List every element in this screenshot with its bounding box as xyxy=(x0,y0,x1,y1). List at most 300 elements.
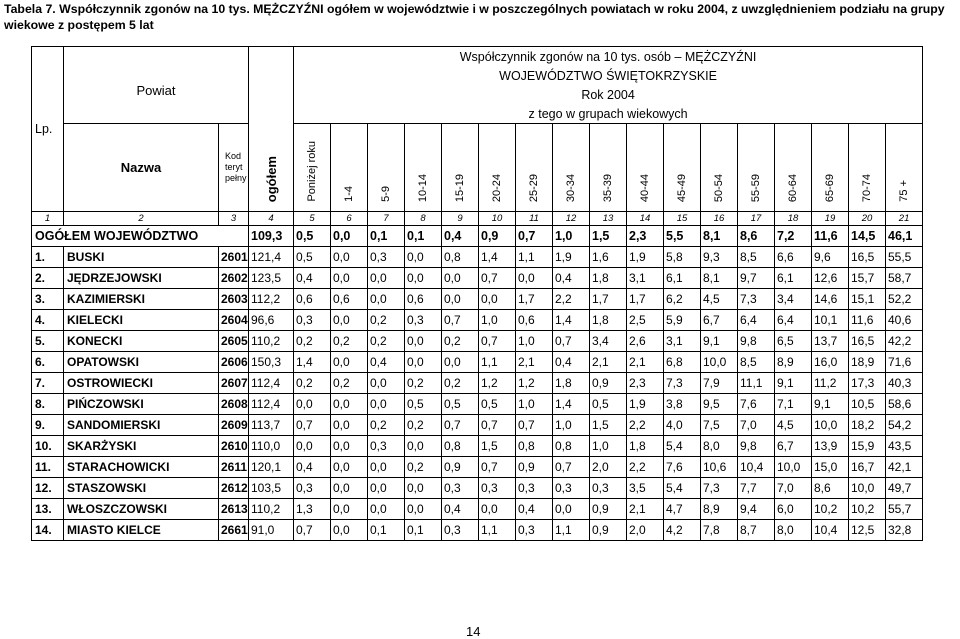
row-value: 3,8 xyxy=(664,394,701,415)
row-value: 0,0 xyxy=(331,247,368,268)
row-value: 1,0 xyxy=(553,415,590,436)
row-value: 1,0 xyxy=(516,331,553,352)
table-title: Tabela 7. Współczynnik zgonów na 10 tys. MĘŻCZYŹNI ogółem w województwie i w poszczególnych powiatach w roku 2004, z uwzględnieniem podziału na grupy wiekowe z postępem 5 lat xyxy=(4,2,945,32)
row-value: 0,0 xyxy=(405,352,442,373)
row-kod: 2601 xyxy=(219,247,249,268)
row-value: 7,5 xyxy=(701,415,738,436)
row-value: 16,5 xyxy=(849,331,886,352)
row-value: 7,8 xyxy=(701,520,738,541)
row-value: 0,0 xyxy=(368,499,405,520)
row-value: 1,4 xyxy=(553,310,590,331)
row-value: 1,2 xyxy=(516,373,553,394)
total-value: 8,1 xyxy=(701,226,738,247)
row-value: 0,7 xyxy=(442,415,479,436)
row-value: 2,1 xyxy=(516,352,553,373)
row-value: 0,4 xyxy=(553,268,590,289)
row-value: 9,3 xyxy=(701,247,738,268)
row-value: 71,6 xyxy=(886,352,923,373)
row-value: 55,5 xyxy=(886,247,923,268)
page-number: 14 xyxy=(466,624,481,639)
row-value: 0,7 xyxy=(479,415,516,436)
row-value: 113,7 xyxy=(249,415,294,436)
column-number: 20 xyxy=(849,212,886,226)
row-value: 0,0 xyxy=(294,394,331,415)
row-value: 0,4 xyxy=(442,499,479,520)
row-value: 6,7 xyxy=(775,436,812,457)
row-value: 6,2 xyxy=(664,289,701,310)
row-value: 10,1 xyxy=(812,310,849,331)
row-value: 0,5 xyxy=(590,394,627,415)
column-number: 11 xyxy=(516,212,553,226)
header-spacer xyxy=(249,47,294,124)
row-value: 2,0 xyxy=(627,520,664,541)
table-row xyxy=(32,520,923,541)
header-age-group: 65-69 xyxy=(812,124,849,212)
row-value: 2,6 xyxy=(627,331,664,352)
row-value: 0,0 xyxy=(331,478,368,499)
row-value: 10,6 xyxy=(701,457,738,478)
row-value: 10,2 xyxy=(812,499,849,520)
row-value: 123,5 xyxy=(249,268,294,289)
row-value: 0,0 xyxy=(442,289,479,310)
row-value: 10,4 xyxy=(812,520,849,541)
row-value: 0,2 xyxy=(442,373,479,394)
row-value: 0,0 xyxy=(331,352,368,373)
row-value: 0,2 xyxy=(368,310,405,331)
row-kod: 2609 xyxy=(219,415,249,436)
row-value: 4,0 xyxy=(664,415,701,436)
row-value: 3,1 xyxy=(627,268,664,289)
row-name: MIASTO KIELCE xyxy=(64,520,219,541)
row-value: 0,0 xyxy=(405,331,442,352)
row-value: 8,5 xyxy=(738,352,775,373)
row-value: 0,2 xyxy=(368,331,405,352)
column-number: 5 xyxy=(294,212,331,226)
row-value: 3,4 xyxy=(775,289,812,310)
row-value: 1,7 xyxy=(516,289,553,310)
row-value: 18,9 xyxy=(849,352,886,373)
row-value: 1,4 xyxy=(479,247,516,268)
row-value: 112,4 xyxy=(249,394,294,415)
row-value: 15,1 xyxy=(849,289,886,310)
row-lp: 8. xyxy=(32,394,64,415)
row-value: 11,1 xyxy=(738,373,775,394)
header-age-group: 15-19 xyxy=(442,124,479,212)
column-number: 19 xyxy=(812,212,849,226)
total-value: 109,3 xyxy=(249,226,294,247)
header-age-group: 10-14 xyxy=(405,124,442,212)
row-value: 2,1 xyxy=(627,352,664,373)
row-value: 4,5 xyxy=(701,289,738,310)
row-value: 0,5 xyxy=(479,394,516,415)
row-value: 96,6 xyxy=(249,310,294,331)
header-age-group: 20-24 xyxy=(479,124,516,212)
row-value: 150,3 xyxy=(249,352,294,373)
row-value: 4,5 xyxy=(775,415,812,436)
row-kod: 2608 xyxy=(219,394,249,415)
row-value: 0,7 xyxy=(294,415,331,436)
row-value: 1,5 xyxy=(590,415,627,436)
row-value: 1,1 xyxy=(479,520,516,541)
table-row xyxy=(32,478,923,499)
total-value: 0,1 xyxy=(405,226,442,247)
row-value: 0,3 xyxy=(294,310,331,331)
row-value: 0,0 xyxy=(405,478,442,499)
row-kod: 2611 xyxy=(219,457,249,478)
row-value: 3,1 xyxy=(664,331,701,352)
row-name: SKARŻYSKI xyxy=(64,436,219,457)
table-row xyxy=(32,436,923,457)
row-value: 0,3 xyxy=(368,436,405,457)
row-value: 9,4 xyxy=(738,499,775,520)
row-lp: 10. xyxy=(32,436,64,457)
row-value: 1,7 xyxy=(590,289,627,310)
row-lp: 12. xyxy=(32,478,64,499)
row-lp: 11. xyxy=(32,457,64,478)
row-value: 0,9 xyxy=(590,499,627,520)
row-value: 17,3 xyxy=(849,373,886,394)
row-value: 0,3 xyxy=(294,478,331,499)
table-row xyxy=(32,457,923,478)
row-value: 0,3 xyxy=(368,247,405,268)
row-value: 0,9 xyxy=(442,457,479,478)
row-value: 8,5 xyxy=(738,247,775,268)
row-value: 5,4 xyxy=(664,478,701,499)
row-value: 2,3 xyxy=(627,373,664,394)
row-value: 1,4 xyxy=(553,394,590,415)
total-value: 8,6 xyxy=(738,226,775,247)
row-value: 42,1 xyxy=(886,457,923,478)
row-value: 42,2 xyxy=(886,331,923,352)
row-value: 6,8 xyxy=(664,352,701,373)
row-value: 0,9 xyxy=(590,373,627,394)
row-value: 0,3 xyxy=(405,310,442,331)
row-value: 1,8 xyxy=(553,373,590,394)
row-value: 9,8 xyxy=(738,331,775,352)
row-value: 0,0 xyxy=(368,373,405,394)
row-value: 2,2 xyxy=(627,457,664,478)
row-value: 10,4 xyxy=(738,457,775,478)
row-value: 0,0 xyxy=(331,310,368,331)
total-value: 0,7 xyxy=(516,226,553,247)
row-value: 2,0 xyxy=(590,457,627,478)
row-value: 0,0 xyxy=(331,520,368,541)
row-lp: 3. xyxy=(32,289,64,310)
row-value: 16,5 xyxy=(849,247,886,268)
row-value: 58,7 xyxy=(886,268,923,289)
row-value: 13,7 xyxy=(812,331,849,352)
row-value: 0,0 xyxy=(405,247,442,268)
row-kod: 2661 xyxy=(219,520,249,541)
row-value: 0,5 xyxy=(294,247,331,268)
total-value: 2,3 xyxy=(627,226,664,247)
row-value: 91,0 xyxy=(249,520,294,541)
header-age-group: 1-4 xyxy=(331,124,368,212)
header-ogolem: ogółem xyxy=(249,124,294,212)
header-line4: z tego w grupach wiekowych xyxy=(294,104,923,124)
row-kod: 2612 xyxy=(219,478,249,499)
row-value: 103,5 xyxy=(249,478,294,499)
row-value: 0,7 xyxy=(294,520,331,541)
row-kod: 2613 xyxy=(219,499,249,520)
row-value: 11,6 xyxy=(849,310,886,331)
row-value: 9,5 xyxy=(701,394,738,415)
row-value: 6,4 xyxy=(775,310,812,331)
row-value: 6,5 xyxy=(775,331,812,352)
row-value: 0,7 xyxy=(516,415,553,436)
row-name: KIELECKI xyxy=(64,310,219,331)
row-value: 52,2 xyxy=(886,289,923,310)
row-value: 0,0 xyxy=(331,499,368,520)
table-row-total xyxy=(32,226,923,247)
row-value: 0,2 xyxy=(368,415,405,436)
row-kod: 2604 xyxy=(219,310,249,331)
row-value: 0,6 xyxy=(294,289,331,310)
table-row xyxy=(32,268,923,289)
column-number: 8 xyxy=(405,212,442,226)
row-value: 112,2 xyxy=(249,289,294,310)
row-value: 7,6 xyxy=(664,457,701,478)
row-value: 0,7 xyxy=(553,457,590,478)
header-powiat: Powiat xyxy=(64,47,249,124)
table-row xyxy=(32,415,923,436)
row-value: 15,7 xyxy=(849,268,886,289)
row-value: 58,6 xyxy=(886,394,923,415)
row-name: SANDOMIERSKI xyxy=(64,415,219,436)
row-value: 10,5 xyxy=(849,394,886,415)
row-value: 2,5 xyxy=(627,310,664,331)
row-value: 8,1 xyxy=(701,268,738,289)
row-value: 9,7 xyxy=(738,268,775,289)
table-row xyxy=(32,352,923,373)
table-row xyxy=(32,289,923,310)
row-value: 0,0 xyxy=(368,268,405,289)
row-name: OSTROWIECKI xyxy=(64,373,219,394)
row-value: 0,8 xyxy=(553,436,590,457)
row-value: 0,9 xyxy=(516,457,553,478)
row-value: 0,0 xyxy=(516,268,553,289)
row-value: 0,2 xyxy=(442,331,479,352)
row-value: 112,4 xyxy=(249,373,294,394)
row-kod: 2603 xyxy=(219,289,249,310)
column-number: 4 xyxy=(249,212,294,226)
row-value: 0,7 xyxy=(479,331,516,352)
row-value: 0,2 xyxy=(331,331,368,352)
row-value: 110,0 xyxy=(249,436,294,457)
row-value: 0,6 xyxy=(516,310,553,331)
row-value: 1,0 xyxy=(516,394,553,415)
row-value: 9,1 xyxy=(775,373,812,394)
total-value: 7,2 xyxy=(775,226,812,247)
row-value: 0,0 xyxy=(331,268,368,289)
row-lp: 1. xyxy=(32,247,64,268)
row-lp: 4. xyxy=(32,310,64,331)
row-lp: 2. xyxy=(32,268,64,289)
header-age-group: 35-39 xyxy=(590,124,627,212)
row-value: 0,3 xyxy=(442,520,479,541)
row-value: 0,0 xyxy=(368,394,405,415)
header-nazwa: Nazwa xyxy=(64,124,219,212)
row-value: 16,0 xyxy=(812,352,849,373)
row-value: 6,6 xyxy=(775,247,812,268)
row-name: WŁOSZCZOWSKI xyxy=(64,499,219,520)
row-value: 0,6 xyxy=(331,289,368,310)
table-row xyxy=(32,331,923,352)
row-value: 10,0 xyxy=(701,352,738,373)
row-lp: 14. xyxy=(32,520,64,541)
row-value: 0,4 xyxy=(294,268,331,289)
row-value: 0,3 xyxy=(479,478,516,499)
row-value: 9,8 xyxy=(738,436,775,457)
table-row xyxy=(32,394,923,415)
row-value: 0,2 xyxy=(405,373,442,394)
row-lp: 5. xyxy=(32,331,64,352)
row-value: 0,8 xyxy=(442,247,479,268)
row-value: 1,2 xyxy=(479,373,516,394)
row-value: 0,2 xyxy=(405,457,442,478)
row-value: 10,2 xyxy=(849,499,886,520)
row-value: 18,2 xyxy=(849,415,886,436)
table-row xyxy=(32,247,923,268)
row-name: STARACHOWICKI xyxy=(64,457,219,478)
row-value: 0,3 xyxy=(553,478,590,499)
row-value: 1,8 xyxy=(590,268,627,289)
row-value: 7,6 xyxy=(738,394,775,415)
row-value: 1,8 xyxy=(590,310,627,331)
row-value: 6,7 xyxy=(701,310,738,331)
header-kod: Kod teryt pełny xyxy=(219,124,249,212)
row-value: 0,7 xyxy=(479,268,516,289)
row-value: 7,9 xyxy=(701,373,738,394)
row-value: 0,2 xyxy=(294,373,331,394)
row-value: 1,0 xyxy=(479,310,516,331)
row-value: 110,2 xyxy=(249,499,294,520)
row-value: 1,4 xyxy=(294,352,331,373)
column-number: 13 xyxy=(590,212,627,226)
header-age-group: 55-59 xyxy=(738,124,775,212)
row-value: 0,7 xyxy=(442,310,479,331)
row-value: 0,0 xyxy=(331,415,368,436)
row-value: 2,1 xyxy=(627,499,664,520)
column-number: 12 xyxy=(553,212,590,226)
row-kod: 2610 xyxy=(219,436,249,457)
row-value: 110,2 xyxy=(249,331,294,352)
row-lp: 13. xyxy=(32,499,64,520)
row-value: 7,0 xyxy=(775,478,812,499)
row-value: 40,3 xyxy=(886,373,923,394)
header-age-group: Poniżej roku xyxy=(294,124,331,212)
row-value: 40,6 xyxy=(886,310,923,331)
row-value: 0,4 xyxy=(553,352,590,373)
row-value: 0,0 xyxy=(368,478,405,499)
row-value: 7,0 xyxy=(738,415,775,436)
row-value: 0,4 xyxy=(294,457,331,478)
row-value: 0,1 xyxy=(405,520,442,541)
row-value: 11,2 xyxy=(812,373,849,394)
row-value: 7,7 xyxy=(738,478,775,499)
column-number: 3 xyxy=(219,212,249,226)
row-value: 0,0 xyxy=(553,499,590,520)
row-kod: 2602 xyxy=(219,268,249,289)
column-number: 14 xyxy=(627,212,664,226)
column-number: 15 xyxy=(664,212,701,226)
column-number: 1 xyxy=(32,212,64,226)
row-kod: 2605 xyxy=(219,331,249,352)
header-age-group: 45-49 xyxy=(664,124,701,212)
row-value: 7,3 xyxy=(738,289,775,310)
row-value: 2,2 xyxy=(553,289,590,310)
total-value: 0,5 xyxy=(294,226,331,247)
row-value: 0,0 xyxy=(442,352,479,373)
row-value: 0,2 xyxy=(294,331,331,352)
row-name: PIŃCZOWSKI xyxy=(64,394,219,415)
row-value: 1,5 xyxy=(479,436,516,457)
row-value: 1,8 xyxy=(627,436,664,457)
row-value: 8,7 xyxy=(738,520,775,541)
row-value: 12,6 xyxy=(812,268,849,289)
row-value: 6,0 xyxy=(775,499,812,520)
total-value: 46,1 xyxy=(886,226,923,247)
column-number: 2 xyxy=(64,212,219,226)
row-value: 8,9 xyxy=(701,499,738,520)
row-value: 9,1 xyxy=(812,394,849,415)
row-value: 15,0 xyxy=(812,457,849,478)
row-value: 0,3 xyxy=(442,478,479,499)
row-value: 8,0 xyxy=(701,436,738,457)
row-name: BUSKI xyxy=(64,247,219,268)
header-line1: Współczynnik zgonów na 10 tys. osób – MĘŻCZYŹNI xyxy=(294,47,923,67)
header-age-group: 50-54 xyxy=(701,124,738,212)
column-number: 6 xyxy=(331,212,368,226)
row-value: 5,8 xyxy=(664,247,701,268)
row-value: 0,2 xyxy=(331,373,368,394)
column-number: 18 xyxy=(775,212,812,226)
row-value: 0,0 xyxy=(331,394,368,415)
total-value: 0,1 xyxy=(368,226,405,247)
row-value: 10,0 xyxy=(812,415,849,436)
column-number: 16 xyxy=(701,212,738,226)
row-value: 12,5 xyxy=(849,520,886,541)
row-value: 0,8 xyxy=(442,436,479,457)
row-value: 0,4 xyxy=(368,352,405,373)
column-number: 17 xyxy=(738,212,775,226)
row-value: 4,2 xyxy=(664,520,701,541)
row-value: 9,1 xyxy=(701,331,738,352)
row-value: 1,1 xyxy=(479,352,516,373)
header-age-group: 60-64 xyxy=(775,124,812,212)
mortality-table xyxy=(31,46,923,541)
column-number: 9 xyxy=(442,212,479,226)
row-value: 0,8 xyxy=(516,436,553,457)
row-value: 0,0 xyxy=(331,457,368,478)
row-name: JĘDRZEJOWSKI xyxy=(64,268,219,289)
row-value: 15,9 xyxy=(849,436,886,457)
row-value: 3,4 xyxy=(590,331,627,352)
row-value: 5,9 xyxy=(664,310,701,331)
row-kod: 2607 xyxy=(219,373,249,394)
row-value: 1,7 xyxy=(627,289,664,310)
row-value: 0,7 xyxy=(553,331,590,352)
row-value: 5,4 xyxy=(664,436,701,457)
row-value: 6,1 xyxy=(775,268,812,289)
row-value: 43,5 xyxy=(886,436,923,457)
column-number: 10 xyxy=(479,212,516,226)
row-name: KAZIMIERSKI xyxy=(64,289,219,310)
row-value: 0,1 xyxy=(368,520,405,541)
row-value: 0,5 xyxy=(442,394,479,415)
row-value: 0,0 xyxy=(405,268,442,289)
header-lp: Lp. xyxy=(32,47,64,212)
